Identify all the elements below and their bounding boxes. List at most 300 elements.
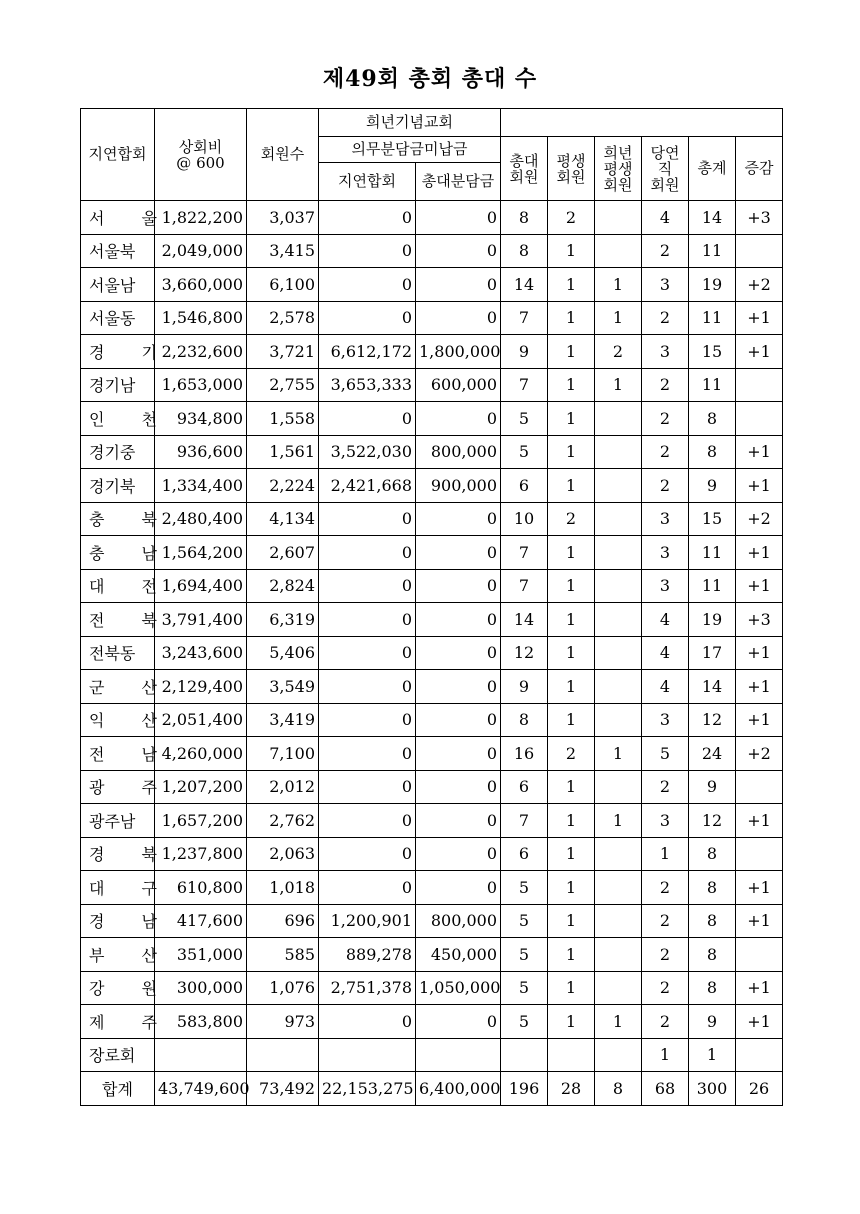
- unpaid-delegate-cell: [416, 1038, 501, 1072]
- header-exofficio-line2: 직: [657, 159, 673, 178]
- members-cell: 2,762: [247, 804, 319, 838]
- fee-cell: 2,232,600: [155, 335, 247, 369]
- region-cell: 전북동: [81, 636, 155, 670]
- members-cell: 73,492: [247, 1072, 319, 1106]
- exofficio-cell: 3: [642, 536, 689, 570]
- fee-cell: 3,243,600: [155, 636, 247, 670]
- lifetime-cell: 1: [548, 435, 595, 469]
- members-cell: 3,549: [247, 670, 319, 704]
- fee-cell: 2,129,400: [155, 670, 247, 704]
- total-cell: 8: [689, 435, 736, 469]
- header-exofficio-line1: 당연: [650, 143, 680, 162]
- jubilee-cell: [595, 636, 642, 670]
- delegate-cell: 5: [501, 1005, 548, 1039]
- lifetime-cell: 1: [548, 234, 595, 268]
- delegate-cell: 5: [501, 435, 548, 469]
- total-cell: 1: [689, 1038, 736, 1072]
- lifetime-cell: 1: [548, 871, 595, 905]
- header-delegate: [501, 137, 548, 201]
- unpaid-delegate-cell: 6,400,000: [416, 1072, 501, 1106]
- change-cell: [736, 234, 783, 268]
- unpaid-delegate-cell: 0: [416, 703, 501, 737]
- members-cell: 7,100: [247, 737, 319, 771]
- lifetime-cell: 1: [548, 1005, 595, 1039]
- unpaid-delegate-cell: 0: [416, 636, 501, 670]
- fee-cell: 3,660,000: [155, 268, 247, 302]
- header-exofficio: [642, 137, 689, 201]
- exofficio-cell: 3: [642, 268, 689, 302]
- exofficio-cell: 4: [642, 670, 689, 704]
- change-cell: +2: [736, 737, 783, 771]
- unpaid-region-cell: 0: [319, 770, 416, 804]
- members-cell: 2,755: [247, 368, 319, 402]
- change-cell: +3: [736, 603, 783, 637]
- unpaid-region-cell: 0: [319, 536, 416, 570]
- jubilee-cell: 1: [595, 268, 642, 302]
- lifetime-cell: 1: [548, 469, 595, 503]
- delegate-cell: 5: [501, 871, 548, 905]
- region-cell: 경기북: [81, 469, 155, 503]
- total-cell: 11: [689, 569, 736, 603]
- delegate-cell: 8: [501, 703, 548, 737]
- table-row: [81, 871, 783, 905]
- unpaid-region-cell: 0: [319, 234, 416, 268]
- members-cell: 1,018: [247, 871, 319, 905]
- delegate-cell: 9: [501, 670, 548, 704]
- total-cell: 9: [689, 469, 736, 503]
- change-cell: +1: [736, 536, 783, 570]
- members-cell: 1,561: [247, 435, 319, 469]
- unpaid-region-cell: 0: [319, 268, 416, 302]
- unpaid-delegate-cell: 800,000: [416, 435, 501, 469]
- header-jubilee-line1: 희년: [603, 143, 633, 162]
- members-cell: 973: [247, 1005, 319, 1039]
- jubilee-cell: [595, 234, 642, 268]
- unpaid-delegate-cell: 0: [416, 871, 501, 905]
- delegate-cell: 7: [501, 301, 548, 335]
- delegate-cell: 5: [501, 938, 548, 972]
- total-cell: 8: [689, 837, 736, 871]
- members-cell: 2,607: [247, 536, 319, 570]
- header-fee: [155, 109, 247, 201]
- table-row: [81, 670, 783, 704]
- table-row: [81, 636, 783, 670]
- unpaid-region-cell: 0: [319, 603, 416, 637]
- region-cell: 경기남: [81, 368, 155, 402]
- delegate-cell: 10: [501, 502, 548, 536]
- delegate-cell: 7: [501, 804, 548, 838]
- table-row: [81, 1005, 783, 1039]
- exofficio-cell: 4: [642, 636, 689, 670]
- delegate-cell: 5: [501, 904, 548, 938]
- members-cell: 1,558: [247, 402, 319, 436]
- change-cell: +2: [736, 268, 783, 302]
- header-unpaid-delegate: 총대분담금: [416, 163, 501, 201]
- exofficio-cell: 2: [642, 368, 689, 402]
- table-row: [81, 469, 783, 503]
- region-cell: 광 주: [81, 770, 155, 804]
- jubilee-cell: 1: [595, 368, 642, 402]
- unpaid-region-cell: 3,653,333: [319, 368, 416, 402]
- fee-cell: 1,694,400: [155, 569, 247, 603]
- fee-cell: 1,822,200: [155, 201, 247, 235]
- region-cell: 충 북: [81, 502, 155, 536]
- total-cell: 11: [689, 368, 736, 402]
- unpaid-delegate-cell: 0: [416, 804, 501, 838]
- jubilee-cell: 2: [595, 335, 642, 369]
- jubilee-cell: 1: [595, 737, 642, 771]
- members-cell: 3,721: [247, 335, 319, 369]
- fee-cell: 1,207,200: [155, 770, 247, 804]
- change-cell: [736, 402, 783, 436]
- lifetime-cell: 1: [548, 368, 595, 402]
- header-exofficio-line3: 회원: [650, 175, 680, 194]
- unpaid-region-cell: 0: [319, 201, 416, 235]
- members-cell: 2,578: [247, 301, 319, 335]
- exofficio-cell: 2: [642, 234, 689, 268]
- lifetime-cell: 1: [548, 938, 595, 972]
- total-cell: 8: [689, 402, 736, 436]
- members-cell: 2,063: [247, 837, 319, 871]
- header-delegate-line1: 총대: [509, 151, 539, 170]
- lifetime-cell: 1: [548, 703, 595, 737]
- unpaid-region-cell: 2,751,378: [319, 971, 416, 1005]
- fee-cell: 417,600: [155, 904, 247, 938]
- change-cell: +1: [736, 569, 783, 603]
- total-cell: 14: [689, 201, 736, 235]
- jubilee-cell: [595, 703, 642, 737]
- table-row: [81, 569, 783, 603]
- region-cell: 서울동: [81, 301, 155, 335]
- unpaid-region-cell: 0: [319, 301, 416, 335]
- exofficio-cell: 2: [642, 402, 689, 436]
- members-cell: 1,076: [247, 971, 319, 1005]
- unpaid-delegate-cell: 0: [416, 536, 501, 570]
- header-total: 총계: [689, 137, 736, 201]
- exofficio-cell: 2: [642, 904, 689, 938]
- fee-cell: 351,000: [155, 938, 247, 972]
- delegate-cell: 5: [501, 971, 548, 1005]
- region-cell: 경 남: [81, 904, 155, 938]
- members-cell: 4,134: [247, 502, 319, 536]
- region-cell: 경기중: [81, 435, 155, 469]
- unpaid-region-cell: 0: [319, 871, 416, 905]
- unpaid-region-cell: 889,278: [319, 938, 416, 972]
- fee-cell: 1,546,800: [155, 301, 247, 335]
- unpaid-region-cell: 0: [319, 636, 416, 670]
- fee-cell: 4,260,000: [155, 737, 247, 771]
- unpaid-region-cell: 0: [319, 804, 416, 838]
- change-cell: +1: [736, 469, 783, 503]
- header-jubilee-line2: 평생: [603, 159, 633, 178]
- table-row: [81, 435, 783, 469]
- exofficio-cell: 5: [642, 737, 689, 771]
- delegate-table: [80, 108, 783, 1106]
- region-cell: 익 산: [81, 703, 155, 737]
- region-cell: 대 구: [81, 871, 155, 905]
- change-cell: [736, 837, 783, 871]
- delegate-cell: 9: [501, 335, 548, 369]
- lifetime-cell: 1: [548, 335, 595, 369]
- exofficio-cell: 3: [642, 804, 689, 838]
- fee-cell: 43,749,600: [155, 1072, 247, 1106]
- unpaid-delegate-cell: 0: [416, 301, 501, 335]
- exofficio-cell: 2: [642, 770, 689, 804]
- delegate-cell: 5: [501, 402, 548, 436]
- table-row: [81, 1038, 783, 1072]
- total-cell: 8: [689, 971, 736, 1005]
- change-cell: +3: [736, 201, 783, 235]
- region-cell: 강 원: [81, 971, 155, 1005]
- header-jubilee-line3: 회원: [603, 175, 633, 194]
- total-cell: 300: [689, 1072, 736, 1106]
- table-row: [81, 502, 783, 536]
- total-cell: 11: [689, 301, 736, 335]
- totals-row: [81, 1072, 783, 1106]
- fee-cell: 3,791,400: [155, 603, 247, 637]
- jubilee-cell: [595, 971, 642, 1005]
- unpaid-delegate-cell: 0: [416, 737, 501, 771]
- change-cell: +2: [736, 502, 783, 536]
- lifetime-cell: 1: [548, 971, 595, 1005]
- delegate-cell: 7: [501, 536, 548, 570]
- unpaid-region-cell: 0: [319, 502, 416, 536]
- total-cell: 15: [689, 502, 736, 536]
- table-row: [81, 301, 783, 335]
- jubilee-cell: [595, 402, 642, 436]
- change-cell: +1: [736, 804, 783, 838]
- delegate-cell: 6: [501, 469, 548, 503]
- lifetime-cell: 1: [548, 268, 595, 302]
- change-cell: [736, 1038, 783, 1072]
- header-delegate-line2: 회원: [509, 167, 539, 186]
- lifetime-cell: 28: [548, 1072, 595, 1106]
- unpaid-region-cell: 0: [319, 837, 416, 871]
- table-row: [81, 737, 783, 771]
- unpaid-delegate-cell: 0: [416, 234, 501, 268]
- delegate-cell: 6: [501, 770, 548, 804]
- region-cell: 서울남: [81, 268, 155, 302]
- jubilee-cell: [595, 569, 642, 603]
- members-cell: 6,100: [247, 268, 319, 302]
- delegate-cell: 8: [501, 201, 548, 235]
- lifetime-cell: 2: [548, 502, 595, 536]
- lifetime-cell: 1: [548, 904, 595, 938]
- change-cell: +1: [736, 435, 783, 469]
- fee-cell: 2,051,400: [155, 703, 247, 737]
- region-cell: 합계: [81, 1072, 155, 1106]
- total-cell: 11: [689, 234, 736, 268]
- jubilee-cell: 1: [595, 301, 642, 335]
- jubilee-cell: 1: [595, 804, 642, 838]
- change-cell: +1: [736, 871, 783, 905]
- lifetime-cell: 1: [548, 804, 595, 838]
- change-cell: [736, 368, 783, 402]
- fee-cell: 1,657,200: [155, 804, 247, 838]
- header-lifetime-line2: 회원: [556, 167, 586, 186]
- table-row: [81, 201, 783, 235]
- unpaid-delegate-cell: 1,050,000: [416, 971, 501, 1005]
- total-cell: 17: [689, 636, 736, 670]
- region-cell: 전 북: [81, 603, 155, 637]
- lifetime-cell: 1: [548, 301, 595, 335]
- jubilee-cell: [595, 435, 642, 469]
- region-cell: 전 남: [81, 737, 155, 771]
- delegate-cell: [501, 1038, 548, 1072]
- jubilee-cell: [595, 770, 642, 804]
- region-cell: 광주남: [81, 804, 155, 838]
- region-cell: 인 천: [81, 402, 155, 436]
- unpaid-delegate-cell: 0: [416, 268, 501, 302]
- lifetime-cell: 1: [548, 569, 595, 603]
- delegate-cell: 14: [501, 603, 548, 637]
- fee-cell: 2,049,000: [155, 234, 247, 268]
- change-cell: +1: [736, 1005, 783, 1039]
- delegate-cell: 6: [501, 837, 548, 871]
- change-cell: +1: [736, 670, 783, 704]
- unpaid-region-cell: 2,421,668: [319, 469, 416, 503]
- total-cell: 8: [689, 904, 736, 938]
- delegate-cell: 7: [501, 569, 548, 603]
- members-cell: [247, 1038, 319, 1072]
- total-cell: 9: [689, 770, 736, 804]
- header-change: 증감: [736, 137, 783, 201]
- unpaid-region-cell: 1,200,901: [319, 904, 416, 938]
- fee-cell: 2,480,400: [155, 502, 247, 536]
- unpaid-region-cell: 0: [319, 670, 416, 704]
- unpaid-delegate-cell: 0: [416, 402, 501, 436]
- page-title: 제49회 총회 총대 수: [322, 66, 538, 92]
- delegate-cell: 8: [501, 234, 548, 268]
- jubilee-cell: [595, 603, 642, 637]
- members-cell: 2,824: [247, 569, 319, 603]
- members-cell: 2,012: [247, 770, 319, 804]
- exofficio-cell: 2: [642, 971, 689, 1005]
- unpaid-delegate-cell: 450,000: [416, 938, 501, 972]
- region-cell: 충 남: [81, 536, 155, 570]
- change-cell: +1: [736, 904, 783, 938]
- fee-cell: 1,564,200: [155, 536, 247, 570]
- delegate-cell: 16: [501, 737, 548, 771]
- exofficio-cell: 3: [642, 502, 689, 536]
- region-cell: 장로회: [81, 1038, 155, 1072]
- exofficio-cell: 3: [642, 335, 689, 369]
- delegate-cell: 12: [501, 636, 548, 670]
- header-fee-line1: 상회비: [178, 137, 223, 156]
- unpaid-region-cell: 0: [319, 569, 416, 603]
- jubilee-cell: [595, 469, 642, 503]
- fee-cell: [155, 1038, 247, 1072]
- header-lifetime: [548, 137, 595, 201]
- jubilee-cell: [595, 201, 642, 235]
- fee-cell: 300,000: [155, 971, 247, 1005]
- table-row: [81, 603, 783, 637]
- change-cell: [736, 770, 783, 804]
- table-row: [81, 368, 783, 402]
- unpaid-delegate-cell: 0: [416, 1005, 501, 1039]
- header-members: 회원수: [247, 109, 319, 201]
- total-cell: 9: [689, 1005, 736, 1039]
- unpaid-delegate-cell: 0: [416, 569, 501, 603]
- total-cell: 19: [689, 268, 736, 302]
- lifetime-cell: 1: [548, 636, 595, 670]
- header-unpaid-line1: 희년기념교회: [319, 109, 501, 137]
- unpaid-region-cell: [319, 1038, 416, 1072]
- members-cell: 585: [247, 938, 319, 972]
- delegate-cell: 7: [501, 368, 548, 402]
- exofficio-cell: 2: [642, 469, 689, 503]
- lifetime-cell: 1: [548, 603, 595, 637]
- header-jubilee: [595, 137, 642, 201]
- header-fee-line2: @ 600: [176, 153, 225, 172]
- lifetime-cell: 1: [548, 536, 595, 570]
- jubilee-cell: [595, 670, 642, 704]
- unpaid-delegate-cell: 0: [416, 670, 501, 704]
- table-row: [81, 703, 783, 737]
- table-row: [81, 804, 783, 838]
- unpaid-region-cell: 3,522,030: [319, 435, 416, 469]
- jubilee-cell: 1: [595, 1005, 642, 1039]
- header-blank: [501, 109, 783, 137]
- lifetime-cell: [548, 1038, 595, 1072]
- lifetime-cell: 2: [548, 737, 595, 771]
- unpaid-delegate-cell: 600,000: [416, 368, 501, 402]
- exofficio-cell: 3: [642, 703, 689, 737]
- lifetime-cell: 1: [548, 670, 595, 704]
- fee-cell: 934,800: [155, 402, 247, 436]
- exofficio-cell: 1: [642, 837, 689, 871]
- total-cell: 24: [689, 737, 736, 771]
- table-row: [81, 234, 783, 268]
- jubilee-cell: [595, 938, 642, 972]
- fee-cell: 583,800: [155, 1005, 247, 1039]
- unpaid-delegate-cell: 900,000: [416, 469, 501, 503]
- exofficio-cell: 68: [642, 1072, 689, 1106]
- change-cell: 26: [736, 1072, 783, 1106]
- change-cell: +1: [736, 703, 783, 737]
- jubilee-cell: [595, 837, 642, 871]
- table-row: [81, 335, 783, 369]
- members-cell: 6,319: [247, 603, 319, 637]
- jubilee-cell: [595, 904, 642, 938]
- header-unpaid-line2: 의무분담금미납금: [319, 137, 501, 163]
- total-cell: 12: [689, 703, 736, 737]
- region-cell: 부 산: [81, 938, 155, 972]
- unpaid-delegate-cell: 0: [416, 201, 501, 235]
- total-cell: 8: [689, 871, 736, 905]
- exofficio-cell: 1: [642, 1038, 689, 1072]
- jubilee-cell: 8: [595, 1072, 642, 1106]
- unpaid-delegate-cell: 0: [416, 502, 501, 536]
- members-cell: 696: [247, 904, 319, 938]
- table-row: [81, 770, 783, 804]
- exofficio-cell: 2: [642, 301, 689, 335]
- unpaid-region-cell: 0: [319, 402, 416, 436]
- unpaid-delegate-cell: 0: [416, 603, 501, 637]
- change-cell: +1: [736, 636, 783, 670]
- unpaid-region-cell: 0: [319, 1005, 416, 1039]
- fee-cell: 1,334,400: [155, 469, 247, 503]
- unpaid-delegate-cell: 0: [416, 770, 501, 804]
- members-cell: 2,224: [247, 469, 319, 503]
- members-cell: 3,415: [247, 234, 319, 268]
- change-cell: [736, 938, 783, 972]
- members-cell: 5,406: [247, 636, 319, 670]
- region-cell: 서울북: [81, 234, 155, 268]
- unpaid-region-cell: 0: [319, 703, 416, 737]
- table-row: [81, 268, 783, 302]
- exofficio-cell: 2: [642, 871, 689, 905]
